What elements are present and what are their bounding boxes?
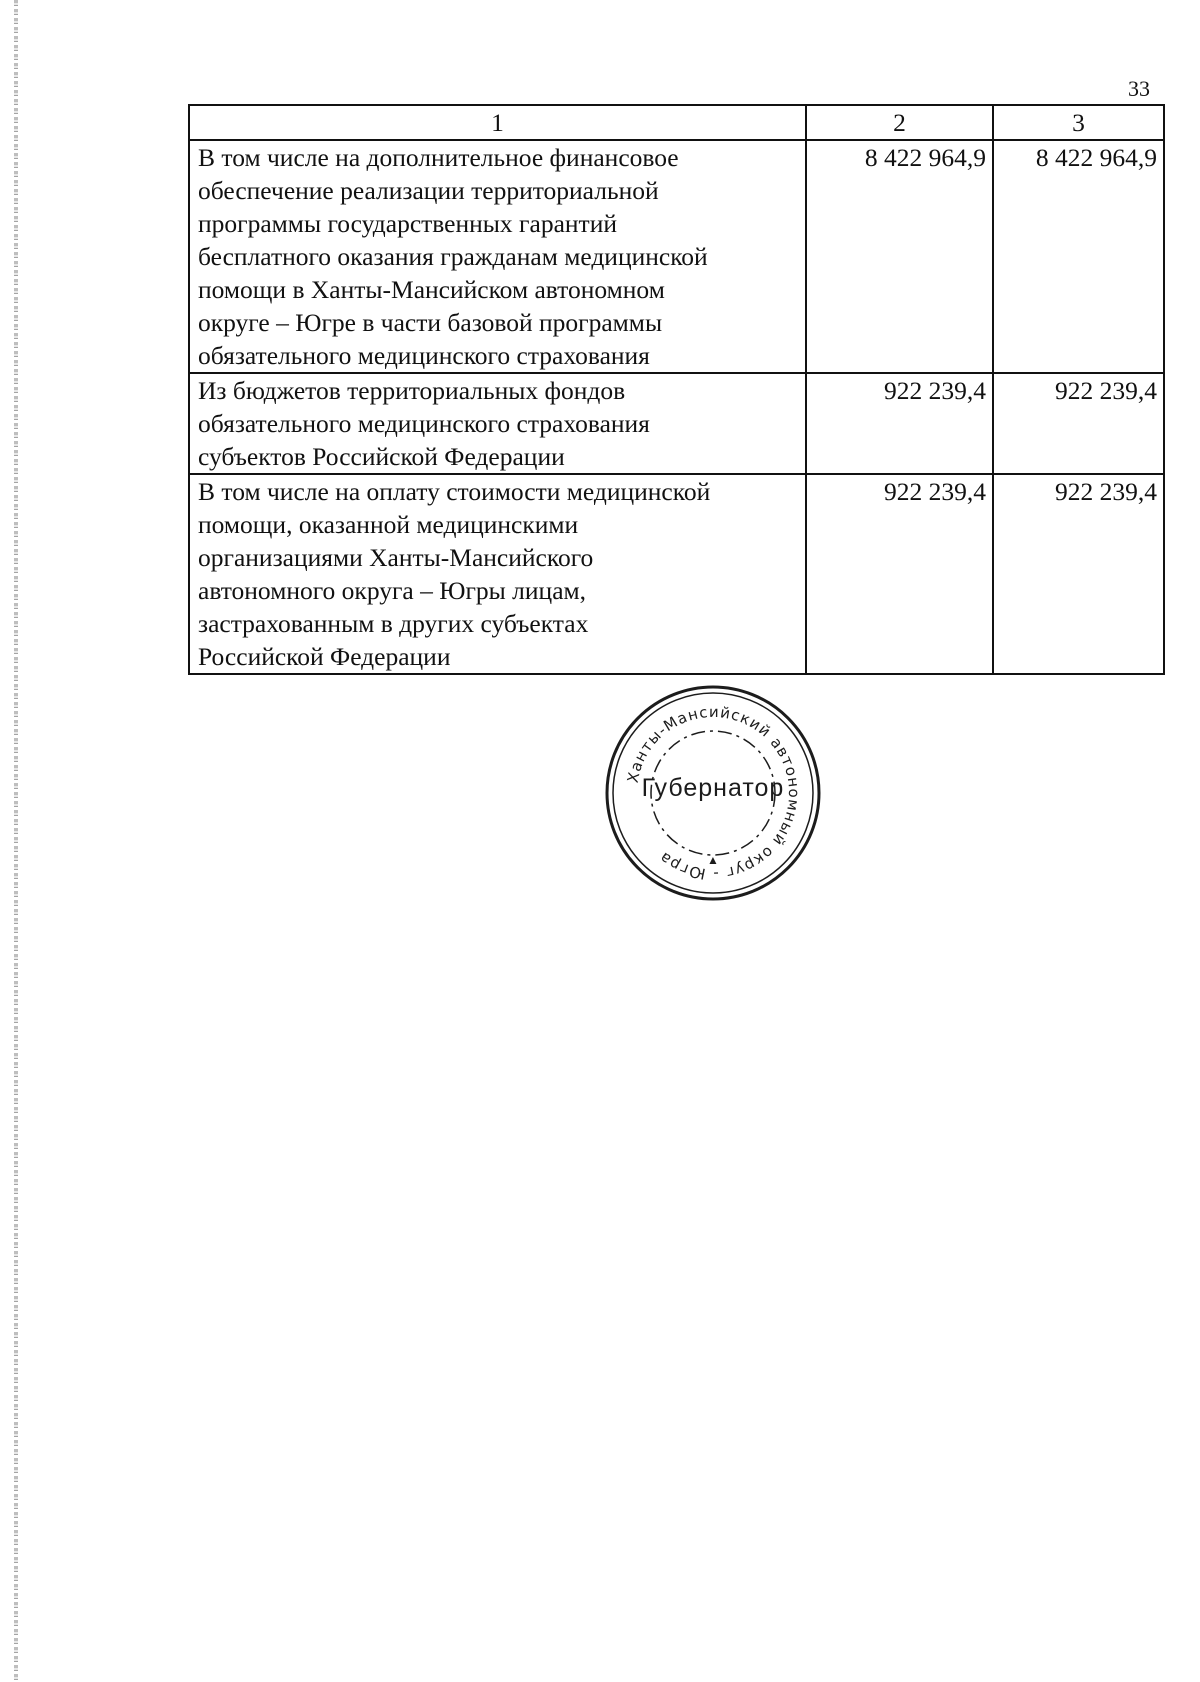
row-value-col3: 922 239,4: [993, 474, 1164, 674]
scan-edge: [14, 0, 18, 1682]
row-label: [189, 373, 806, 474]
table-header-row: [189, 105, 1164, 140]
stamp-mark-icon: ▲: [707, 853, 719, 867]
row-label-line: субъектов Российской Федерации: [198, 442, 565, 471]
header-col-3: 3: [993, 105, 1164, 140]
row-label-line: программы государственных гарантий: [198, 209, 617, 238]
stamp-title: Губернатор: [641, 774, 785, 802]
row-label-line: округе – Югре в части базовой программы: [198, 308, 663, 337]
stamp-ring-text: Ханты-Мансийский автономный округ - Югра: [623, 702, 804, 884]
row-value-col3: 922 239,4: [993, 373, 1164, 474]
row-label-line: В том числе на оплату стоимости медицинской: [198, 477, 711, 506]
row-label: [189, 474, 806, 674]
row-label: [189, 140, 806, 373]
row-label-line: обязательного медицинского страхования: [198, 409, 650, 438]
table-row: [189, 474, 1164, 674]
page-number: 33: [1128, 76, 1150, 101]
row-value-col2: 922 239,4: [806, 474, 993, 674]
row-label-line: обязательного медицинского страхования: [198, 341, 650, 370]
row-label-line: Из бюджетов территориальных фондов: [198, 376, 626, 405]
row-label-line: организациями Ханты-Мансийского: [198, 543, 594, 572]
table-row: [189, 373, 1164, 474]
row-label-line: помощи, оказанной медицинскими: [198, 510, 579, 539]
row-label-line: бесплатного оказания гражданам медицинской: [198, 242, 708, 271]
row-label-line: обеспечение реализации территориальной: [198, 176, 659, 205]
table-row: [189, 140, 1164, 373]
row-value-col2: 922 239,4: [806, 373, 993, 474]
row-label-line: В том числе на дополнительное финансовое: [198, 143, 679, 172]
row-label-line: помощи в Ханты-Мансийском автономном: [198, 275, 665, 304]
header-col-1: 1: [189, 105, 806, 140]
governor-stamp: [602, 682, 824, 904]
header-col-2: 2: [806, 105, 993, 140]
row-label-line: Российской Федерации: [198, 642, 451, 671]
row-label-line: автономного округа – Югры лицам,: [198, 576, 587, 605]
row-label-line: застрахованным в других субъектах: [198, 609, 589, 638]
budget-table: [188, 104, 1165, 675]
row-value-col3: 8 422 964,9: [993, 140, 1164, 373]
row-value-col2: 8 422 964,9: [806, 140, 993, 373]
